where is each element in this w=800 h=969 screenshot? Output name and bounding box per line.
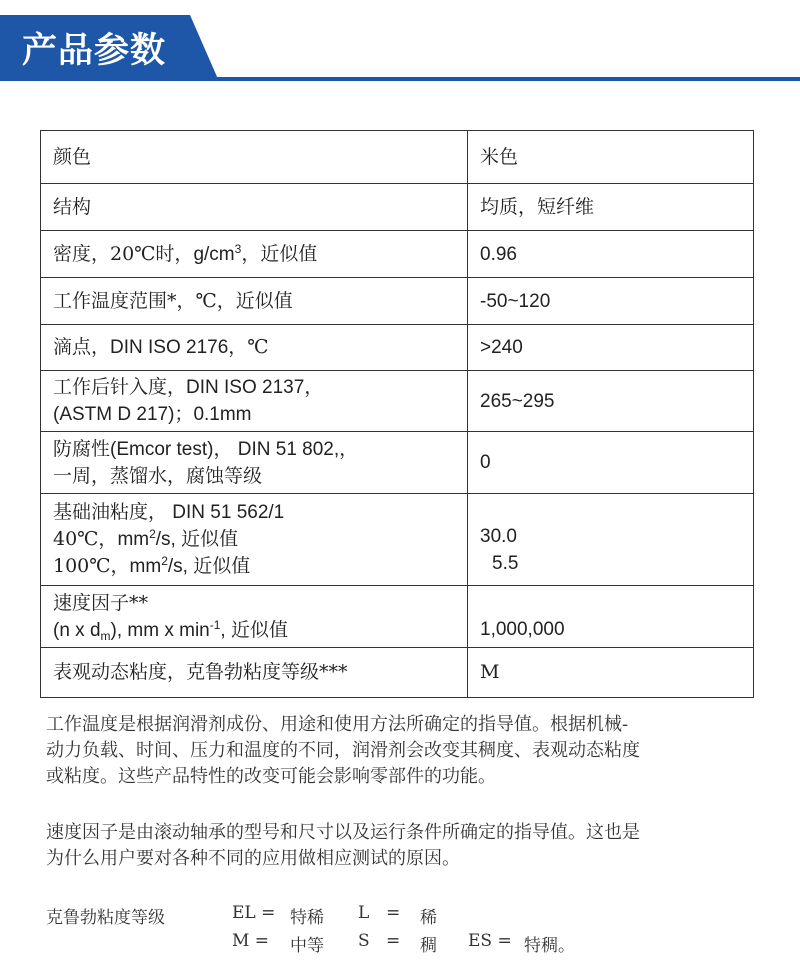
- legend-value-m: 中等: [290, 936, 324, 956]
- table-row: [41, 494, 754, 586]
- row-label: 工作温度范围*，℃，近似值: [41, 278, 468, 325]
- legend-key-s: S: [358, 931, 370, 951]
- row-label: 颜色: [41, 131, 468, 184]
- row-value: 0.96: [468, 231, 754, 278]
- legend-eq-l: =: [386, 903, 401, 923]
- section-header: [0, 15, 800, 85]
- row-value: 米色: [468, 131, 754, 184]
- legend-title: 克鲁勃粘度等级: [46, 908, 165, 928]
- table-row: [41, 231, 754, 278]
- row-value: 1,000,000: [468, 586, 754, 648]
- legend-value-es: 特稠。: [524, 936, 575, 956]
- row-label: 速度因子** (n x $d_m$), mm x $\min^{-1}$, 近似值: [41, 586, 468, 648]
- table-row: [41, 325, 754, 371]
- table-row: [41, 184, 754, 231]
- legend-key-l: L: [358, 903, 370, 923]
- legend-eq-s: =: [386, 931, 401, 951]
- row-value: M: [468, 648, 754, 698]
- table-row: [41, 371, 754, 432]
- table-row: [41, 586, 754, 648]
- row-value: -50~120: [468, 278, 754, 325]
- row-value: 0: [468, 432, 754, 494]
- row-value: 30.0 5.5: [468, 494, 754, 586]
- row-label: 工作后针入度，DIN ISO 2137， (ASTM D 217)；0.1mm: [41, 371, 468, 432]
- note-operating-temperature: 工作温度是根据润滑剂成份、用途和使用方法所确定的指导值。根据机械- 动力负载、时间、压力和温度的不同，润滑剂会改变其稠度、表观动态粘度 或粘度。这些产品特性的改变可能会影响零部件的功能。: [46, 714, 640, 787]
- row-label: 滴点，DIN ISO 2176，℃: [41, 325, 468, 371]
- row-value: >240: [468, 325, 754, 371]
- page-title: 产品参数: [22, 31, 167, 71]
- legend-key-el: EL =: [232, 903, 276, 923]
- legend-value-el: 特稀: [290, 908, 324, 928]
- legend-key-es: ES =: [468, 931, 512, 951]
- legend-key-m: M =: [232, 931, 270, 951]
- row-label: 密度，20℃时，$g/cm^3$，近似值: [41, 231, 468, 278]
- row-label: 表观动态粘度，克鲁勃粘度等级***: [41, 648, 468, 698]
- table-row: [41, 648, 754, 698]
- row-value: 均质，短纤维: [468, 184, 754, 231]
- legend-value-s: 稠: [420, 936, 437, 956]
- row-label: 防腐性(Emcor test)， DIN 51 802,， 一周，蒸馏水，腐蚀等级: [41, 432, 468, 494]
- row-value: 265~295: [468, 371, 754, 432]
- legend-value-l: 稀: [420, 908, 437, 928]
- row-label: 基础油粘度， DIN 51 562/1 40℃，$mm^2/s$, 近似值 100℃，$mm^2/s$, 近似值: [41, 494, 468, 586]
- table-row: [41, 131, 754, 184]
- table-row: [41, 278, 754, 325]
- spec-table: [40, 130, 754, 698]
- row-label: 结构: [41, 184, 468, 231]
- note-speed-factor: 速度因子是由滚动轴承的型号和尺寸以及运行条件所确定的指导值。这也是 为什么用户要对各种不同的应用做相应测试的原因。: [46, 822, 640, 869]
- table-row: [41, 432, 754, 494]
